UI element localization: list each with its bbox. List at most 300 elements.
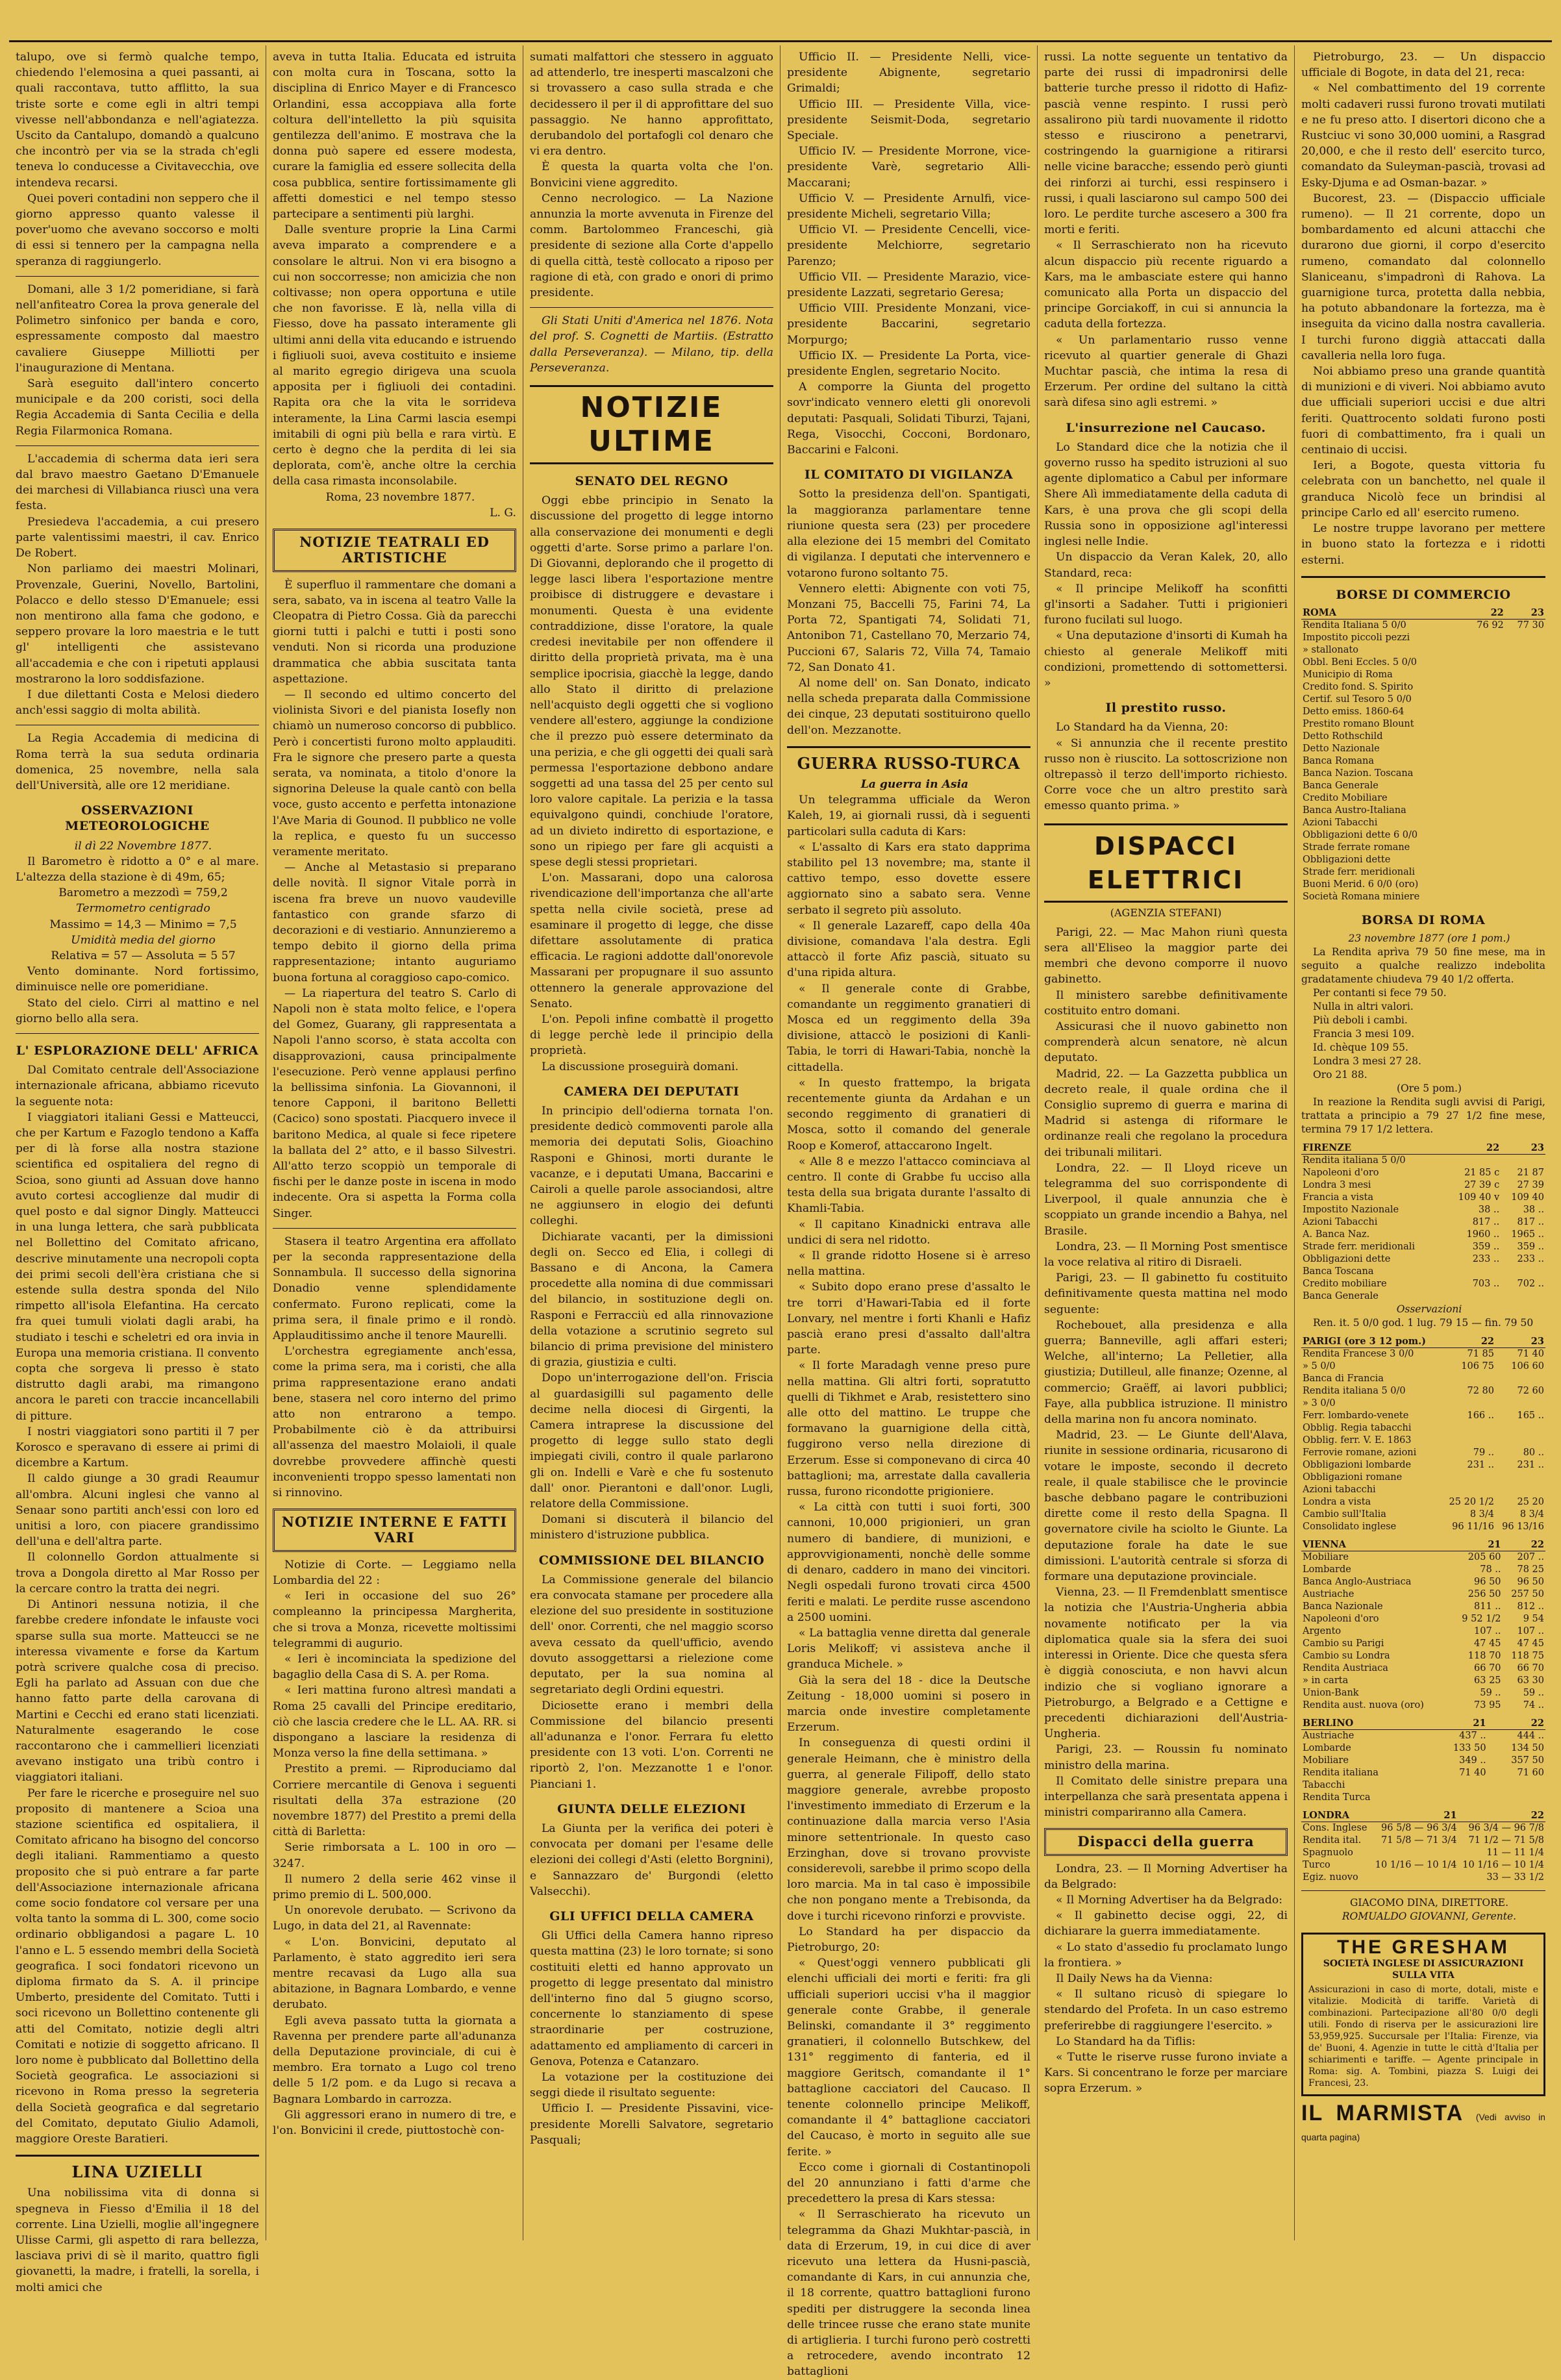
market-row	[1301, 1509, 1545, 1521]
article-text: Il Daily News ha da Vienna:	[1056, 1972, 1213, 1985]
gresham-subtitle: SOCIETÀ INGLESE DI ASSICURAZIONI SULLA VITA	[1323, 1959, 1524, 1981]
market-cell	[1465, 632, 1505, 644]
market-header-cell: ROMA	[1301, 607, 1465, 620]
article-text: Ufficio I. — Presidente Pissavini, vice-presidente Morelli Salvatore, segretario Pasquali;	[530, 2102, 773, 2147]
market-row	[1301, 1835, 1545, 1847]
market-note: Nulla in altri valori.	[1313, 1001, 1414, 1013]
market-row	[1301, 1204, 1545, 1216]
gerente-line: ROMUALDO GIOVANNI, Gerente.	[1342, 1910, 1517, 1923]
market-cell: 71 40	[1517, 1349, 1544, 1360]
market-row	[1301, 1859, 1545, 1872]
market-cell: 96 50	[1517, 1577, 1544, 1588]
gresham-text: Assicurazioni in caso di morte, dotali, miste e vitalizie. Modicità di tariffe. Varietà di combinazioni. Partecipazione all'80 0/0 degli utili. Fondo di riserva per le assicurazioni lire 53,959,925. Succursale per l'Italia: Firenze, via de' Buoni, 4. Agenzie in tutte le città d'Italia per schiarimenti e tariffe. — Agente principale in Roma: sig. A. Tombini, piazza S. Luigi dei Francesi, 23.	[1308, 1985, 1538, 2089]
market-cell: 349 ..	[1459, 1755, 1486, 1766]
article-text: In conseguenza di questi ordini il generale Heimann, che è ministro della guerra, al generale Filipoff, dello stato maggiore generale, avrebbe proposto l'investimento immediato di Erzerum e la continuazione dalla marcia verso l'Asia minore settentrionale. In questo caso Erzinghan, dove si trovano provviste considerevoli, sarebbe il primo scopo della loro marcia. Ma in tal caso è impossibile che non pongano mente a Trebisonda, da dove i turchi ricevono rinforzi e provviste.	[787, 1736, 1030, 1923]
article-text: Parigi, 23. — Il gabinetto fu costituito definitivamente questa mattina nel modo seguente:	[1044, 1271, 1288, 1316]
market-cell	[1495, 1484, 1545, 1496]
market-cell: 25 20 1/2	[1449, 1497, 1494, 1508]
market-cell: 76 92	[1477, 620, 1504, 631]
signature-date: Roma, 23 novembre 1877.	[325, 490, 475, 504]
market-cell: Rendita Francese 3 0/0	[1303, 1349, 1414, 1360]
article-text: Una nobilissima vita di donna si spegneva in Fiesso d'Emilia il 18 del corrente. Lina Uzielli, moglie all'ingegnere Ulisse Carmi, gli aspetto di rara bellezza, lasciava privi di sè il marito, quattro figli giovanetti, la madre, i fratelli, la sorella, i molti amici che	[16, 2186, 259, 2294]
market-table-header	[1301, 1809, 1545, 1822]
market-note: In reazione la Rendita sugli avvisi di Parigi, trattata a principio a 79 27 1/2 fine mese, termina 79 17 1/2 lettera.	[1301, 1096, 1545, 1136]
market-cell: Obbligazioni dette	[1303, 854, 1391, 865]
market-row	[1301, 1822, 1545, 1835]
market-note: Osservazioni	[1396, 1303, 1462, 1316]
market-cell: Cambio sull'Italia	[1303, 1509, 1386, 1520]
market-row	[1301, 1576, 1545, 1588]
market-cell	[1465, 829, 1505, 842]
market-cell: Egiz. nuovo	[1303, 1872, 1358, 1883]
market-cell: » 5 0/0	[1303, 1361, 1336, 1372]
market-row	[1301, 1496, 1545, 1509]
market-cell	[1505, 817, 1545, 829]
market-cell: 27 39 c	[1464, 1180, 1500, 1191]
market-cell	[1465, 706, 1505, 718]
article-text: È questa la quarta volta che l'on. Bonvicini viene aggredito.	[530, 160, 773, 190]
article-text: Oggi ebbe principio in Senato la discussione del progetto di legge intorno alla conservazione dei monumenti e degli oggetti d'arte. Sorse primo a parlare l'on. Di Giovanni, deplorando che il progetto di legge lasci libera l'esportazione mentre proibisce di distruggere e devastare i monumenti. Questa è una evidente contraddizione, disse l'oratore, la quale credesi inevitabile per non offendere il diritto della proprietà privata, ma è una semplice ipocrisia, giacchè la legge, dando allo Stato il diritto di prelazione nell'acquisto degli oggetti che si vogliono vendere all'estero, aggiunge la condizione che il prezzo può essere determinato da una perizia, e che gli oggetti dei quali sarà permessa l'esportazione debbono andare soggetti ad una tassa del 25 per cento sul loro valore capitale. La perizia e la tassa equivalgono quindi, conchiude l'oratore, ad un divieto indiretto di esportazione, e sono un ripiego per fare gli acquisti a spese degli stessi proprietari.	[530, 494, 773, 869]
article-text: Ufficio VIII. Presidente Monzani, vice-presidente Baccarini, segretario Morpurgo;	[787, 302, 1030, 347]
market-cell: 812 ..	[1517, 1601, 1544, 1612]
marmista-title: IL MARMISTA	[1301, 2101, 1463, 2126]
article-text: L'accademia di scherma data ieri sera dal bravo maestro Gaetano D'Emanuele dei marchesi di Villabianca riuscì una vera festa.	[16, 452, 259, 513]
market-cell	[1465, 657, 1505, 669]
article-text: « L'on. Bonvicini, deputato al Parlamento, è stato aggredito ieri sera mentre recavasi da Lugo alla sua abitazione, in Bagnara Lombardo, e venne derubato.	[273, 1935, 516, 2012]
market-row	[1301, 1650, 1545, 1662]
section-heading-giunta: GIUNTA DELLE ELEZIONI	[557, 1801, 746, 1816]
market-cell: 133 50	[1453, 1743, 1486, 1754]
market-cell: Credito Mobiliare	[1303, 792, 1388, 803]
market-cell: 71 40	[1459, 1768, 1486, 1779]
market-cell	[1505, 731, 1545, 743]
article-text: « Il generale Lazareff, capo della 40a divisione, comandava l'ala destra. Egli attaccò il forte Afiz pascià, situato su d'una ripida altura.	[787, 919, 1030, 980]
market-cell: Banca Anglo-Austriaca	[1303, 1577, 1412, 1588]
market-cell	[1465, 681, 1505, 694]
market-row	[1301, 706, 1545, 718]
market-cell: Londra a vista	[1303, 1497, 1371, 1508]
market-cell: 74 ..	[1523, 1700, 1544, 1711]
market-cell: Strade ferrate romane	[1303, 842, 1410, 853]
market-cell: 71 85	[1467, 1349, 1494, 1360]
market-row	[1301, 1192, 1545, 1204]
market-cell: 233 ..	[1517, 1254, 1544, 1265]
article-text: Ufficio V. — Presidente Arnulfi, vice-presidente Micheli, segretario Villa;	[787, 192, 1030, 221]
article-text: « Ieri è incominciata la spedizione del bagaglio della Casa di S. A. per Roma.	[273, 1652, 516, 1682]
meteo-line: Vento dominante. Nord fortissimo, diminuisce nelle ore pomeridiane.	[16, 965, 259, 994]
market-cell: Union-Bank	[1303, 1688, 1359, 1699]
section-subheading: La guerra in Asia	[860, 777, 969, 791]
market-cell: Obbl. Beni Eccles. 5 0/0	[1303, 657, 1417, 668]
market-row	[1301, 731, 1545, 743]
article-text: Lo Standard ha da Vienna, 20:	[1056, 721, 1229, 734]
section-heading-borse: BORSE DI COMMERCIO	[1336, 587, 1511, 602]
market-cell: 256 50	[1467, 1589, 1501, 1600]
section-heading-interne: NOTIZIE INTERNE E FATTI VARI	[273, 1509, 516, 1551]
article-text: Al nome dell' on. San Donato, indicato nella scheda preparata dalla Commissione dei cinque, 23 deputati sostituirono quello dell'on. Mezzanotte.	[787, 676, 1030, 737]
market-header-cell: BERLINO	[1301, 1717, 1429, 1730]
market-row	[1301, 1385, 1545, 1397]
market-header-cell: 23	[1495, 1335, 1545, 1348]
market-row	[1301, 780, 1545, 792]
market-cell: 96 50	[1474, 1577, 1501, 1588]
article-text: Dichiarate vacanti, per la dimissioni degli on. Secco ed Elia, i collegi di Bassano e di Ancona, la Camera procedette alla nomina di due commissari del bilancio, in sostituzione degli on. Rasponi e Ferracciù ed alla rinnovazione della votazione a scrutinio segreto sul bilancio di prima previsione del ministero di grazia, giustizia e culti.	[530, 1230, 773, 1370]
column-container	[9, 45, 1552, 2379]
section-heading-uffici: GLI UFFICI DELLA CAMERA	[549, 1909, 754, 1923]
market-cell: Rendita Austriaca	[1303, 1663, 1388, 1674]
market-cell	[1465, 805, 1505, 817]
market-cell: Detto emiss. 1860-64	[1303, 706, 1405, 717]
article-text: « Si annunzia che il recente prestito russo non è riuscito. La sottoscrizione non oltrepassò il terzo dell'importo richiesto. Corre voce che un altro prestito sarà emesso quanto prima. »	[1044, 736, 1288, 813]
market-cell: 96 5/8 — 96 3/4	[1381, 1823, 1457, 1834]
article-text: A comporre la Giunta del progetto sovr'indicato vennero eletti gli onorevoli deputati: Pasquali, Solidati Tiburzi, Tajani, Rega, Visocchi, Cocconi, Bordonaro, Baccarini e Falconi.	[787, 381, 1030, 457]
market-cell: 47 45	[1517, 1638, 1544, 1649]
article-text: Per fare le ricerche e proseguire nel suo proposito di mantenere a Scioa una stazione scientifica ed ospitaliera, il Comitato africano ha bisogno del concorso degli italiani. Rammentiamo a questo proposito che si può entrare a far parte dell'Associazione internazionale africana come socio fondatore col versare per una volta tanto la somma di L. 300, come socio ordinario obbligandosi a pagare L. 10 l'anno e L. 5 essendo membri della Società geografica. I soci fondatori ricevono un diploma firmato da S. A. il principe Umberto, presidente del Comitato. Tutti i soci ricevono un Bollettino contenente gli atti del Comitato, notizie degli altri Comitati e notizie di soggetto africano. Il loro nome è pubblicato dal Bollettino della Società geografica. Le associazioni si ricevono in Roma presso la segreteria della Società geografica e dal segretario del Comitato, deputato Giulio Adamoli, maggiore Oreste Baratieri.	[16, 1786, 259, 2146]
market-row	[1301, 792, 1545, 805]
market-cell: 118 70	[1467, 1651, 1501, 1662]
article-text: Diciosette erano i membri della Commissione del bilancio presenti all'adunanza e l'onor. Ferrara fu eletto presidente con 13 voti. L'on. Correnti ne riportò 2, l'on. Mezzanotte 1 e l'onor. Pianciani 1.	[530, 1699, 773, 1791]
marmista-ad	[1301, 2101, 1545, 2144]
market-row	[1301, 1699, 1545, 1712]
header-rule	[9, 40, 1552, 42]
market-cell	[1505, 694, 1545, 706]
market-cell: 71 5/8 — 71 3/4	[1381, 1835, 1457, 1846]
article-text: Domani, alle 3 1/2 pomeridiane, si farà nell'anfiteatro Corea la prova generale del Polimetro sinfonico per banda e coro, espressamente composto dal maestro cavaliere Giuseppe Milliotti per l'inaugurazione di Mentana.	[16, 282, 259, 375]
article-text: Il caldo giunge a 30 gradi Reaumur all'ombra. Alcuni inglesi che vanno al Senaar sono partiti anch'essi con loro ed unitisi a loro, con piacere grandissimo dell'una e dell'altra parte.	[16, 1472, 259, 1549]
market-cell: Ferr. lombardo-venete	[1303, 1410, 1409, 1422]
market-row	[1301, 755, 1545, 768]
market-row	[1301, 669, 1545, 681]
market-cell: » 3 0/0	[1303, 1398, 1336, 1409]
market-row	[1301, 768, 1545, 780]
divider	[16, 445, 259, 446]
market-cell	[1465, 854, 1505, 866]
article-text: Quei poveri contadini non seppero che il giorno appresso quanto valesse il pover'uomo che avevano soccorso e molti di essi si tennero per la campagna nella speranza di raggiungerlo.	[16, 192, 259, 268]
article-text: « Ieri in occasione del suo 26° compleanno la principessa Margherita, che si trova a Monza, ricevette moltissimi telegrammi di augurio.	[273, 1590, 516, 1650]
market-cell: Obbligazioni lombarde	[1303, 1460, 1412, 1471]
market-header-cell: 22	[1465, 607, 1505, 620]
market-table-header	[1301, 1538, 1545, 1551]
article-text: Gli Uffici della Camera hanno ripreso questa mattina (23) le loro tornate; si sono costituiti eletti ed hanno approvato un progetto di legge presentato dal ministro dell'interno fino dal 5 giugno scorso, concernente lo stanziamento di spese straordinarie per costruzione, adattamento ed ampliamento di carceri in Genova, Potenza e Catanzaro.	[530, 1929, 773, 2068]
market-cell	[1505, 792, 1545, 805]
market-cell: » stallonato	[1303, 644, 1358, 655]
market-cell: 106 75	[1461, 1361, 1494, 1372]
article-text: « Il Serraschierato ha ricevuto un telegramma da Ghazi Mukhtar-pascià, in data di Erzerum, 19, in cui dice di aver ricevuto una lettera da Husni-pascià, comandante di Kars, in cui annunzia che, il 18 corrente, quattro battaglioni furono spediti per distruggere la seconda linea delle trincee russe che erano state munite di artiglieria. I turchi furono però costretti a retrocedere, avendo incontrato 12 battaglioni	[787, 2208, 1030, 2379]
market-header-cell: LONDRA	[1301, 1809, 1371, 1822]
article-text: Un dispaccio da Veran Kalek, 20, allo Standard, reca:	[1044, 551, 1288, 580]
article-text: Vienna, 23. — Il Fremdenblatt smentisce la notizia che l'Austria-Ungheria abbia novamente notificato per la via diplomatica quale sia la sfera dei suoi interessi in Oriente. Dice che questa sfera è diggià conosciuta, e non havvi alcun indizio che si vogliano ignorare a Pietroburgo, a Belgrado e a Cettigne e precedenti dichiarazioni dell'Austria-Ungheria.	[1044, 1586, 1288, 1741]
article-text: Gli aggressori erano in numero di tre, e l'on. Bonvicini il crede, piuttostochè con-	[273, 2108, 516, 2137]
article-text: Già la sera del 18 - dice la Deutsche Zeitung - 18,000 uomini si posero in marcia onde investire completamente Erzerum.	[787, 1673, 1030, 1735]
market-row	[1301, 1687, 1545, 1699]
article-text: L'orchestra egregiamente anch'essa, come la prima sera, ma i coristi, che alla prima rappresentazione erano andati bene, stasera nel coro interno del primo atto non entrarono a tempo. Probabilmente ciò è da attribuirsi all'assenza del maestro Molaioli, il quale dovrebbe provvedere affinchè questi inconvenienti troppo spesso lamentati non si rinnovino.	[273, 1345, 516, 1500]
article-text: La Regia Accademia di medicina di Roma terrà la sua seduta ordinaria domenica, 25 novembre, nella sala dell'Università, alle ore 12 meridiane.	[16, 732, 259, 792]
market-row	[1301, 1167, 1545, 1179]
market-table-header	[1301, 1335, 1545, 1348]
article-text: « Quest'oggi vennero pubblicati gli elenchi ufficiali dei morti e feriti: fra gli ufficiali superiori uccisi v'ha il maggior generale conte Grabbe, il generale Belinski, comandante il 3° reggimento granatieri, il colonnello Butschkew, del 131° reggimento di fanteria, ed il maggiore Geritsch, comandante il 1° battaglione cacciatori del Caucaso. Il tenente colonnello principe Melikoff, comandante il 4° battaglione cacciatori del Caucaso, è morto in seguito alle sue ferite. »	[787, 1957, 1030, 2159]
market-cell	[1495, 1397, 1545, 1410]
market-header-cell: PARIGI (ore 3 12 pom.)	[1301, 1335, 1442, 1348]
market-cell: 78 ..	[1480, 1564, 1501, 1575]
market-cell	[1488, 1779, 1545, 1792]
column-6	[1295, 45, 1552, 2240]
article-text: È superfluo il rammentare che domani a sera, sabato, va in iscena al teatro Valle la Cleopatra di Pietro Cossa. Già da parecchi giorni tutti i palchi e tutti i posti sono venduti. Non si ricorda una produzione drammatica che abbia suscitata tanta aspettazione.	[273, 578, 516, 686]
market-cell: Azioni Tabacchi	[1303, 817, 1378, 828]
market-row	[1301, 1241, 1545, 1253]
market-cell: 72 80	[1467, 1386, 1494, 1397]
market-row	[1301, 681, 1545, 694]
divider	[16, 2155, 259, 2157]
market-cell: Rendita Italiana 5 0/0	[1303, 620, 1406, 631]
market-note: Id. chèque 109 55.	[1313, 1042, 1408, 1054]
market-cell	[1505, 669, 1545, 681]
article-text: La Commissione generale del bilancio era convocata stamane per procedere alla elezione del suo presidente in sostituzione dell' onor. Correnti, che nel maggio scorso aveva cessato da quell'ufficio, avendo dovuto assoggettarsi a rielezione come deputato, per la sua nomina al segretariato degli Ordini equestri.	[530, 1573, 773, 1697]
market-cell: A. Banca Naz.	[1303, 1229, 1370, 1240]
market-cell: 59 ..	[1480, 1688, 1501, 1699]
market-cell: Lombarde	[1303, 1564, 1351, 1575]
article-text: Cenno necrologico. — La Nazione annunzia la morte avvenuta in Firenze del comm. Bartolommeo Franceschi, già presidente di sezione alla Corte d'appello di quella città, testè collocato a riposo per ragione di età, con grado e onori di primo presidente.	[530, 192, 773, 300]
market-cell	[1442, 1397, 1495, 1410]
article-text: « Tutte le riserve russe furono inviate a Kars. Si concentrano le forze per marciare sopra Erzerum. »	[1044, 2050, 1288, 2096]
market-cell: Strade ferr. meridionali	[1303, 866, 1416, 877]
market-note: Più deboli i cambi.	[1313, 1014, 1408, 1027]
market-header-cell: 22	[1458, 1809, 1545, 1822]
section-heading-prestito: Il prestito russo.	[1105, 701, 1227, 716]
market-row	[1301, 1373, 1545, 1385]
market-cell: 106 60	[1511, 1361, 1544, 1372]
market-cell: Rendita Turca	[1303, 1792, 1371, 1803]
article-text: Bucorest, 23. — (Dispaccio ufficiale rumeno). — Il 21 corrente, dopo un bombardamento ed alcuni attacchi che durarono due giorni, il corpo d'esercito rumeno, comandato dal colonnello Slaniceanu, s'impadronì di Rahova. La guarnigione turca, protetta dalla nebbia, ha potuto abbandonare la fortezza, ma è inseguita da vicino dalla nostra cavalleria. I turchi furono diggià attaccati dalla cavalleria nella loro fuga.	[1301, 192, 1545, 362]
market-row	[1301, 1447, 1545, 1459]
market-cell	[1505, 743, 1545, 755]
article-text: Dalle sventure proprie la Lina Carmi aveva imparato a comprendere e a consolare le altrui. Non vi era bisogno a cui non soccorresse; non amicizia che non coltivasse; non opera opportuna e utile che non favorisse. E là, nella villa di Fiesso, dove ha passato interamente gli ultimi anni della vita educando e istruendo i figliuoli suoi, aveva costituito e insieme al marito egregio dirigeva una scuola apposita per i figliuoli dei contadini. Rapita ora che la vita le sorrideva interamente, la Lina Carmi lascia esempi imitabili di ogni più bella e rara virtù. E certo è degno che la perdita di lei sia deplorata, com'è, anche oltre la cerchia della casa rimasta inconsolabile.	[273, 223, 516, 488]
market-cell: 109 40	[1511, 1192, 1544, 1203]
market-table-parigi	[1301, 1335, 1545, 1533]
market-cell: » in carta	[1303, 1675, 1349, 1686]
market-row	[1301, 1360, 1545, 1373]
market-cell: Obbligazioni romane	[1303, 1472, 1403, 1483]
market-cell: 96 11/16	[1452, 1522, 1494, 1533]
market-cell: 166 ..	[1467, 1410, 1494, 1422]
section-heading-africa: L' ESPLORAZIONE DELL' AFRICA	[16, 1043, 259, 1058]
article-text: Il ministero sarebbe definitivamente costituito entro domani.	[1044, 988, 1288, 1018]
market-cell	[1505, 780, 1545, 792]
market-row	[1301, 1410, 1545, 1422]
article-text: Notizie di Corte. — Leggiamo nella Lombardia del 22 :	[273, 1558, 516, 1587]
market-row	[1301, 743, 1545, 755]
market-cell	[1442, 1472, 1495, 1484]
market-cell: Banca Nazionale	[1303, 1601, 1383, 1612]
article-text: Londra, 23. — Il Morning Advertiser ha da Belgrado:	[1044, 1862, 1288, 1891]
market-cell	[1495, 1434, 1545, 1447]
market-cell: 77 30	[1517, 620, 1544, 631]
market-row	[1301, 644, 1545, 657]
market-table-header	[1301, 1142, 1545, 1155]
market-header-cell: 23	[1501, 1142, 1545, 1155]
market-cell	[1429, 1792, 1487, 1804]
market-cell: Detto Rothschild	[1303, 731, 1383, 742]
market-cell: Consolidato inglese	[1303, 1522, 1397, 1533]
market-row	[1301, 1779, 1545, 1792]
market-cell: 96 3/4 — 96 7/8	[1468, 1823, 1544, 1834]
market-cell	[1495, 1422, 1545, 1434]
article-text: Pietroburgo, 23. — Un dispaccio ufficiale di Bogote, in data del 21, reca:	[1301, 51, 1545, 80]
section-heading-caucaso: L'insurrezione nel Caucaso.	[1066, 420, 1266, 435]
section-heading-bilancio: COMMISSIONE DEL BILANCIO	[538, 1553, 765, 1568]
market-cell	[1465, 755, 1505, 768]
market-cell: 357 50	[1511, 1755, 1544, 1766]
article-text: Prestito a premi. — Riproduciamo dal Corriere mercantile di Genova i seguenti risultati della 37a estrazione (20 novembre 1877) del Prestito a premi della città di Barletta:	[273, 1762, 516, 1839]
market-cell	[1465, 879, 1505, 891]
article-text: — Anche al Metastasio si preparano delle novità. Il signor Vitale porrà in iscena fra breve un nuovo vaudeville fantastico con grande sfarzo di decorazioni e di vestiario. Annunzieremo a tempo debito il giorno della prima rappresentazione; intanto auguriamo buona fortuna al coraggioso capo-comico.	[273, 861, 516, 984]
article-text: « Il generale conte di Grabbe, comandante un reggimento granatieri di Mosca ed un reggimento della 39a divisione, attaccò le posizioni di Kanli-Tabia, le torri di Hawari-Tabia, nonchè la cittadella.	[787, 982, 1030, 1074]
market-cell: Banca Nazion. Toscana	[1303, 768, 1414, 779]
column-5	[1038, 45, 1295, 2240]
market-row	[1301, 1551, 1545, 1564]
market-cell: Francia a vista	[1303, 1192, 1373, 1203]
market-cell: 107 ..	[1517, 1626, 1544, 1637]
article-text: Ufficio IV. — Presidente Morrone, vice-presidente Varè, segretario Alli-Maccarani;	[787, 145, 1030, 190]
article-text: L'on. Pepoli infine combattè il progetto di legge perchè lede il principio della proprietà.	[530, 1012, 773, 1058]
article-text: Londra, 23. — Il Morning Post smentisce la voce relativa al ritiro di Disraeli.	[1044, 1240, 1288, 1270]
market-cell: 444 ..	[1517, 1731, 1544, 1742]
article-text: Vennero eletti: Abignente con voti 75, Monzani 75, Baccelli 75, Farini 74, La Porta 72, Spantigati 74, Solidati 71, Antonibon 71, Castellano 70, Merzario 74, Puccioni 67, Salaris 72, Villa 74, Tamaio 72, San Donato 41.	[787, 582, 1030, 674]
market-cell: Rendita italiana 5 0/0	[1303, 1155, 1406, 1166]
article-text: I due dilettanti Costa e Melosi diedero anch'essi saggio di molta abilità.	[16, 688, 259, 718]
market-header-cell: 21	[1429, 1717, 1487, 1730]
market-row	[1301, 1767, 1545, 1779]
article-text: Ieri, a Bogote, questa vittoria fu celebrata con un banchetto, nel quale il granduca Nicolò fece un brindisi al principe Carlo ed all' esercito rumeno.	[1301, 459, 1545, 520]
gresham-title: THE GRESHAM	[1337, 1936, 1510, 1959]
market-cell: Napoleoni d'oro	[1303, 1614, 1379, 1625]
market-cell	[1505, 879, 1545, 891]
article-text: sumati malfattori che stessero in agguato ad attenderlo, tre inesperti mascalzoni che si trovassero a caso sulla strada e che decidessero il per il di approfittare del suo passaggio. Ne hanno approfittato, derubandolo del portafogli col denaro che vi era dentro.	[530, 51, 773, 158]
market-cell: 9 52 1/2	[1462, 1614, 1501, 1625]
article-text: « Alle 8 e mezzo l'attacco cominciava al centro. Il conte di Grabbe fu ucciso alla testa della sua brigata durante l'assalto di Khamli-Tabia.	[787, 1155, 1030, 1216]
market-row	[1301, 1564, 1545, 1576]
market-cell: 73 95	[1474, 1700, 1501, 1711]
market-cell: Credito fond. S. Spirito	[1303, 681, 1414, 692]
market-row	[1301, 1434, 1545, 1447]
article-text: L'on. Massarani, dopo una calorosa rivendicazione dell'importanza che all'arte spetta nella civile società, prese ad esaminare il progetto di legge, che disse difettare assolutamente di pratica efficacia. Le ragioni addotte dall'onorevole Massarani per propugnare il suo assunto ottennero la generale approvazione del Senato.	[530, 871, 773, 1010]
market-cell: 10 1/16 — 10 1/4	[1375, 1860, 1457, 1871]
article-text: talupo, ove si fermò qualche tempo, chiedendo l'elemosina a quei passanti, ai quali raccontava, tutto afflitto, la sua triste sorte e come egli in altri tempi vivesse nell'abbondanza e nell'agiatezza. Uscito da Cantalupo, domandò a qualcuno che incontrò per via se la strada ch'egli teneva lo conducesse a Civitavecchia, ove intendeva recarsi.	[16, 51, 259, 190]
section-heading-lina: LINA UZIELLI	[71, 2162, 203, 2182]
market-row	[1301, 1675, 1545, 1687]
market-cell: Napoleoni d'oro	[1303, 1168, 1379, 1179]
signature-initials: L. G.	[490, 506, 516, 520]
market-cell: 437 ..	[1459, 1731, 1486, 1742]
market-cell	[1505, 755, 1545, 768]
market-cell: 63 25	[1474, 1675, 1501, 1686]
market-cell: Lombarde	[1303, 1743, 1351, 1754]
market-cell	[1465, 891, 1505, 903]
market-row	[1301, 632, 1545, 644]
market-row	[1301, 1253, 1545, 1266]
article-text: — La riapertura del teatro S. Carlo di Napoli non è stata molto felice, e l'opera del Gomez, Guarany, gli rappresentata a Napoli l'anno scorso, è stata accolta con disapprovazioni, causa principalmente l'esecuzione. Però venne applausi perfino la bellissima sinfonia. La Giovannoni, il tenore Capponi, il baritono Belletti (Cacico) sono spostati. Piacquero invece il baritono Medica, al quale si fece ripetere la ballata del 2° atto, e il basso Silvestri. All'atto terzo scoppiò un temporale di fischi per le danze poste in iscena in modo indecente. Ora si aspetta la Forma colla Singer.	[273, 986, 516, 1220]
market-cell	[1501, 1266, 1545, 1278]
market-cell: Obbligazioni dette 6 0/0	[1303, 829, 1418, 840]
article-text: La discussione proseguirà domani.	[542, 1060, 739, 1073]
meteo-line: Termometro centigrado	[76, 902, 210, 916]
market-row	[1301, 1872, 1545, 1884]
market-header-cell: 21	[1371, 1809, 1458, 1822]
market-cell: 21 87	[1517, 1168, 1544, 1179]
market-row	[1301, 817, 1545, 829]
market-cell	[1429, 1779, 1487, 1792]
article-text: Dal Comitato centrale dell'Associazione internazionale africana, abbiamo ricevuto la seguente nota:	[16, 1064, 259, 1109]
market-note: Oro 21 88.	[1313, 1069, 1367, 1081]
article-text: Le nostre truppe lavorano per mettere in buono stato la fortezza e i ridotti esterni.	[1301, 522, 1545, 567]
market-table-berlino	[1301, 1717, 1545, 1804]
market-cell: 96 13/16	[1502, 1522, 1544, 1533]
meteo-line: Barometro a mezzodì = 759,2	[58, 886, 228, 900]
market-cell: 703 ..	[1472, 1279, 1500, 1290]
market-row	[1301, 1847, 1545, 1859]
market-row	[1301, 829, 1545, 842]
section-heading-vigilanza: IL COMITATO DI VIGILANZA	[804, 468, 1014, 482]
article-text: Di Antinori nessuna notizia, il che farebbe credere infondate le infauste voci sparse sulla sua morte. Matteucci se ne interessa vivamente e forse da Kartum potrà scrivere qualche cosa di preciso. Egli ha parlato ad Assuan con due che hanno fatto parte della carovana di Martini e Cecchi ed erano stati licenziati. Naturalmente esagerando le cose raccontarono che i cammellieri licenziati avevano instigato una tribù contro i viaggiatori italiani.	[16, 1598, 259, 1785]
market-cell: 47 45	[1474, 1638, 1501, 1649]
market-cell: 134 50	[1511, 1743, 1544, 1754]
market-row	[1301, 1229, 1545, 1241]
market-cell: 702 ..	[1517, 1279, 1544, 1290]
market-cell	[1371, 1872, 1458, 1884]
market-cell: Argento	[1303, 1626, 1342, 1637]
market-row	[1301, 805, 1545, 817]
article-text: Non parliamo dei maestri Molinari, Provenzale, Guerini, Novello, Bartolini, Polacco e dello stesso D'Emanuele; essi non mentirono alla fama che godono, e seppero provare la loro maestria e le tutt gl' intelligenti che assistevano all'accademia e che con i ripetuti applausi mostrarono la loro soddisfazione.	[16, 562, 259, 686]
market-cell: 233 ..	[1472, 1254, 1500, 1265]
article-text: Rochebouet, alla presidenza e alla guerra; Banneville, agli affari esteri; Welche, all'interno; La Pelletier, alla giustizia; Dutilleul, alle finanze; Ozenne, al commercio; Graëff, ai lavori pubblici; Faye, alla pubblica istruzione. Il ministro della marina non fu ancora nominato.	[1044, 1318, 1288, 1427]
market-cell	[1465, 866, 1505, 879]
article-text: Lo Standard dice che la notizia che il governo russo ha spedito istruzioni al suo agente diplomatico a Cabul per informare Shere Alì immediatamente della caduta di Kars, è una prova che gli scopi della Russia sono in opposizione agl'interessi inglesi nelle Indie.	[1044, 440, 1288, 549]
article-text: Parigi, 22. — Mac Mahon riunì questa sera all'Eliseo la maggior parte dei membri che devono comporre il nuovo gabinetto.	[1044, 925, 1288, 986]
market-cell	[1465, 768, 1505, 780]
market-cell	[1505, 644, 1545, 657]
article-text: Ufficio III. — Presidente Villa, vice-presidente Seismit-Doda, segretario Speciale.	[787, 97, 1030, 143]
market-cell: Impostito Nazionale	[1303, 1205, 1399, 1216]
article-text: Lo Standard ha da Tiflis:	[1056, 2035, 1196, 2048]
market-row	[1301, 1216, 1545, 1229]
market-cell: Cambio su Londra	[1303, 1651, 1390, 1662]
market-note: Londra 3 mesi 27 28.	[1313, 1055, 1421, 1068]
market-cell: 71 60	[1517, 1768, 1544, 1779]
market-row	[1301, 1155, 1545, 1168]
article-text: « La battaglia venne diretta dal generale Loris Melikoff; vi assisteva anche il granduca Michele. »	[787, 1626, 1030, 1672]
article-text: Serie rimborsata a L. 100 in oro — 3247.	[273, 1841, 516, 1870]
market-cell: Obblig. ferr. V. E. 1863	[1303, 1435, 1412, 1446]
market-cell	[1445, 1266, 1501, 1278]
market-cell: 257 50	[1511, 1589, 1544, 1600]
market-cell: Azioni Tabacchi	[1303, 1217, 1378, 1228]
market-row	[1301, 1521, 1545, 1533]
market-row	[1301, 1484, 1545, 1496]
article-text: « Il Serraschierato non ha ricevuto alcun dispaccio più recente riguardo a Kars, ma le ambasciate estere qui hanno comunicato alla Porta un dispaccio del principe Gorciakoff, in cui si annuncia la caduta della fortezza.	[1044, 239, 1288, 331]
market-cell: 1965 ..	[1511, 1229, 1544, 1240]
article-text: Ufficio II. — Presidente Nelli, vice-presidente Abignente, segretario Grimaldi;	[787, 51, 1030, 95]
article-text: Presiedeva l'accademia, a cui presero parte valentissimi maestri, il cav. Enrico De Robert.	[16, 515, 259, 560]
article-text: Londra, 22. — Il Lloyd riceve un telegramma del suo corrispondente di Liverpool, il quale annunzia che è scoppiato un grande incendio a Bahya, nel Brasile.	[1044, 1161, 1288, 1238]
market-cell	[1465, 731, 1505, 743]
market-cell	[1505, 657, 1545, 669]
market-cell: 109 40 v	[1458, 1192, 1500, 1203]
article-text: aveva in tutta Italia. Educata ed istruita con molta cura in Toscana, sotto la disciplina di Enrico Mayer e di Francesco Orlandini, essa accoppiava alla forte coltura dell'intelletto la più squisita gentilezza dell'animo. E mostrava che la donna può sapere ed essere modesta, curare la famiglia ed essere sollecita della cosa pubblica, sentire fortissimamente gli affetti domestici e nel tempo stesso partecipare a sentimenti più larghi.	[273, 51, 516, 221]
market-row	[1301, 879, 1545, 891]
market-cell: Rendita italiana	[1303, 1768, 1379, 1779]
meteo-line: Massimo = 14,3 — Minimo = 7,5	[49, 918, 237, 931]
market-note: Per contanti si fece 79 50.	[1313, 987, 1447, 999]
divider	[16, 1033, 259, 1034]
